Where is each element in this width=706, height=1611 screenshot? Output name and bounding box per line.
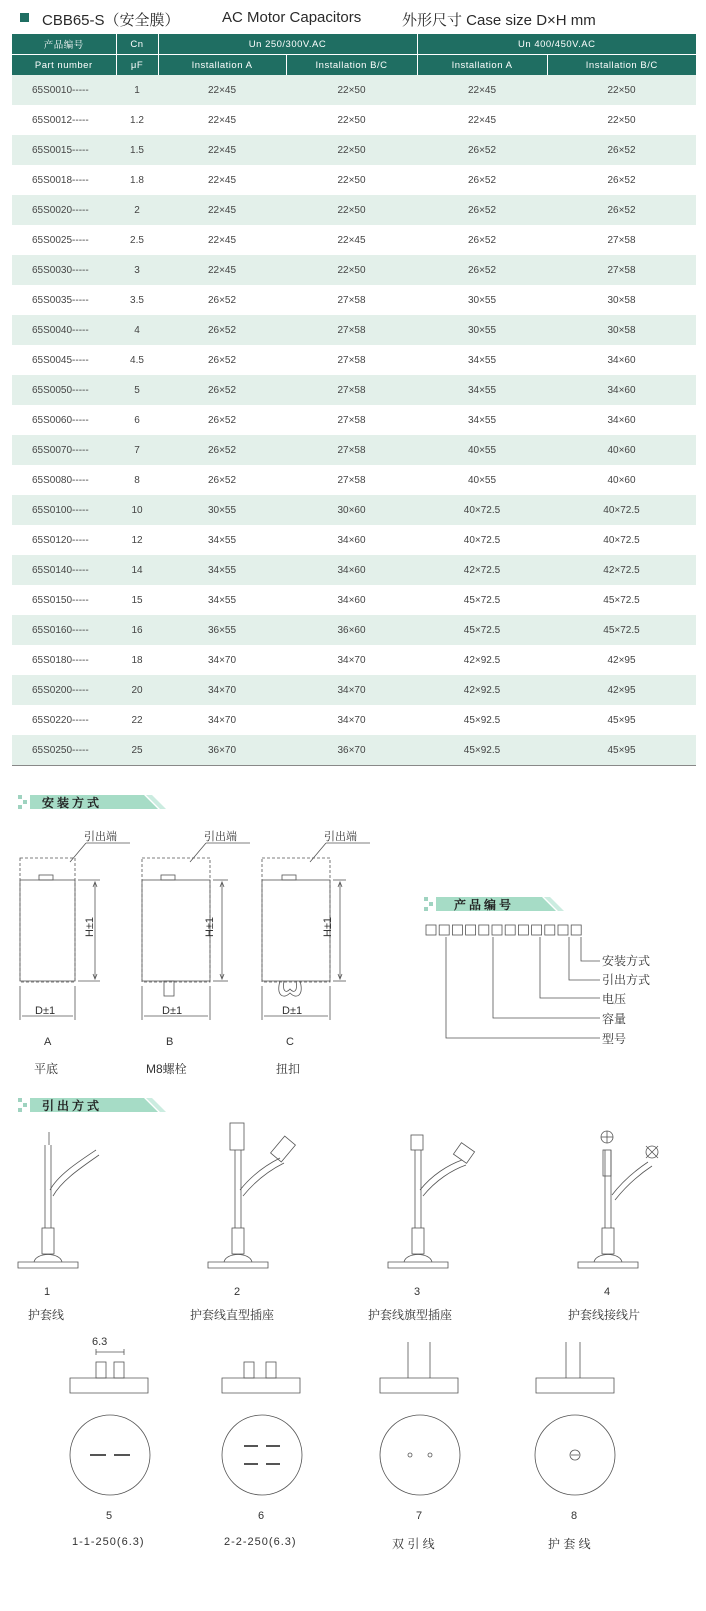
size-250v-a-cell: 34×70 bbox=[158, 645, 286, 675]
size-450v-bc-cell: 42×72.5 bbox=[547, 555, 696, 585]
height-label-b: H±1 bbox=[204, 916, 217, 938]
part-number-cell: 65S0040----- bbox=[12, 315, 116, 345]
part-number-cell: 65S0220----- bbox=[12, 705, 116, 735]
capacitance-cell: 4 bbox=[116, 315, 158, 345]
size-450v-bc-cell: 30×58 bbox=[547, 285, 696, 315]
size-250v-bc-cell: 22×50 bbox=[286, 165, 417, 195]
size-250v-bc-cell: 22×50 bbox=[286, 255, 417, 285]
size-250v-bc-cell: 22×50 bbox=[286, 75, 417, 105]
lead-dim-label: 6.3 bbox=[92, 1336, 108, 1348]
size-450v-bc-cell: 26×52 bbox=[547, 165, 696, 195]
header-cn: Cn bbox=[116, 34, 158, 55]
size-450v-a-cell: 40×55 bbox=[417, 435, 547, 465]
part-number-cell: 65S0035----- bbox=[12, 285, 116, 315]
size-250v-bc-cell: 22×50 bbox=[286, 105, 417, 135]
capacitance-cell: 1.8 bbox=[116, 165, 158, 195]
lead-7-num: 7 bbox=[416, 1510, 423, 1522]
size-450v-a-cell: 30×55 bbox=[417, 285, 547, 315]
size-250v-a-cell: 36×70 bbox=[158, 735, 286, 766]
section-install-title: 安装方式 bbox=[42, 796, 103, 810]
size-250v-bc-cell: 34×70 bbox=[286, 675, 417, 705]
capacitance-cell: 3 bbox=[116, 255, 158, 285]
size-250v-bc-cell: 27×58 bbox=[286, 375, 417, 405]
size-250v-a-cell: 22×45 bbox=[158, 225, 286, 255]
lead-label-c: 引出端 bbox=[324, 831, 357, 843]
part-number-cell: 65S0250----- bbox=[12, 735, 116, 766]
part-number-cell: 65S0180----- bbox=[12, 645, 116, 675]
code-legend-lead: 引出方式 bbox=[602, 973, 651, 987]
capacitance-cell: 1 bbox=[116, 75, 158, 105]
size-450v-bc-cell: 22×50 bbox=[547, 105, 696, 135]
capacitance-cell: 20 bbox=[116, 675, 158, 705]
size-450v-a-cell: 22×45 bbox=[417, 105, 547, 135]
size-250v-bc-cell: 22×50 bbox=[286, 135, 417, 165]
height-label-a: H±1 bbox=[84, 916, 97, 938]
size-450v-bc-cell: 45×95 bbox=[547, 705, 696, 735]
product-title: AC Motor Capacitors bbox=[222, 9, 362, 26]
size-250v-a-cell: 22×45 bbox=[158, 165, 286, 195]
capacitance-cell: 22 bbox=[116, 705, 158, 735]
size-250v-bc-cell: 30×60 bbox=[286, 495, 417, 525]
size-250v-bc-cell: 34×60 bbox=[286, 525, 417, 555]
size-450v-bc-cell: 27×58 bbox=[547, 225, 696, 255]
size-450v-bc-cell: 34×60 bbox=[547, 375, 696, 405]
case-size-title: 外形尺寸 Case size D×H mm bbox=[402, 12, 596, 29]
capacitance-cell: 2.5 bbox=[116, 225, 158, 255]
size-450v-a-cell: 26×52 bbox=[417, 165, 547, 195]
size-250v-a-cell: 22×45 bbox=[158, 75, 286, 105]
size-250v-a-cell: 34×70 bbox=[158, 705, 286, 735]
size-450v-bc-cell: 27×58 bbox=[547, 255, 696, 285]
size-450v-bc-cell: 42×95 bbox=[547, 645, 696, 675]
lead-3-num: 3 bbox=[414, 1286, 421, 1298]
code-legend-voltage: 电压 bbox=[602, 992, 627, 1006]
install-a-name: 平底 bbox=[34, 1062, 59, 1076]
size-450v-a-cell: 40×72.5 bbox=[417, 525, 547, 555]
size-450v-a-cell: 34×55 bbox=[417, 405, 547, 435]
capacitance-cell: 25 bbox=[116, 735, 158, 766]
header-part-en: Part number bbox=[12, 55, 116, 76]
install-b-letter: B bbox=[166, 1036, 174, 1048]
lead-label-b: 引出端 bbox=[204, 831, 237, 843]
size-450v-bc-cell: 34×60 bbox=[547, 345, 696, 375]
header-part-cn: 产品编号 bbox=[12, 34, 116, 55]
part-number-cell: 65S0045----- bbox=[12, 345, 116, 375]
size-450v-bc-cell: 45×72.5 bbox=[547, 585, 696, 615]
size-250v-a-cell: 34×55 bbox=[158, 585, 286, 615]
part-number-cell: 65S0100----- bbox=[12, 495, 116, 525]
capacitance-cell: 8 bbox=[116, 465, 158, 495]
size-450v-bc-cell: 26×52 bbox=[547, 195, 696, 225]
size-450v-a-cell: 26×52 bbox=[417, 225, 547, 255]
part-number-cell: 65S0025----- bbox=[12, 225, 116, 255]
section-leads-title: 引出方式 bbox=[42, 1099, 103, 1113]
part-number-cell: 65S0030----- bbox=[12, 255, 116, 285]
size-250v-bc-cell: 34×60 bbox=[286, 585, 417, 615]
size-250v-bc-cell: 34×70 bbox=[286, 705, 417, 735]
part-number-cell: 65S0160----- bbox=[12, 615, 116, 645]
part-number-cell: 65S0140----- bbox=[12, 555, 116, 585]
lead-5-name: 1-1-250(6.3) bbox=[72, 1536, 145, 1548]
size-450v-a-cell: 22×45 bbox=[417, 75, 547, 105]
size-450v-a-cell: 26×52 bbox=[417, 255, 547, 285]
lead-2-drawing bbox=[208, 1123, 295, 1268]
size-450v-bc-cell: 40×72.5 bbox=[547, 525, 696, 555]
header-inst-a-1: Installation A bbox=[158, 55, 286, 76]
lead-6-drawing bbox=[222, 1362, 302, 1495]
header-inst-bc-2: Installation B/C bbox=[547, 55, 696, 76]
size-450v-a-cell: 40×55 bbox=[417, 465, 547, 495]
code-legend-capacity: 容量 bbox=[602, 1012, 627, 1026]
part-number-cell: 65S0018----- bbox=[12, 165, 116, 195]
size-250v-bc-cell: 22×45 bbox=[286, 225, 417, 255]
size-450v-a-cell: 42×92.5 bbox=[417, 675, 547, 705]
size-250v-bc-cell: 22×50 bbox=[286, 195, 417, 225]
capacitance-cell: 6 bbox=[116, 405, 158, 435]
part-number-cell: 65S0015----- bbox=[12, 135, 116, 165]
header-group-250v: Un 250/300V.AC bbox=[158, 34, 417, 55]
size-250v-bc-cell: 27×58 bbox=[286, 465, 417, 495]
diameter-label-c: D±1 bbox=[282, 1005, 303, 1017]
install-b-name: M8螺栓 bbox=[146, 1062, 187, 1076]
size-250v-a-cell: 26×52 bbox=[158, 405, 286, 435]
part-number-cell: 65S0150----- bbox=[12, 585, 116, 615]
size-450v-bc-cell: 42×95 bbox=[547, 675, 696, 705]
size-250v-bc-cell: 34×70 bbox=[286, 645, 417, 675]
size-250v-a-cell: 26×52 bbox=[158, 285, 286, 315]
lead-8-drawing bbox=[535, 1342, 615, 1495]
size-450v-bc-cell: 40×60 bbox=[547, 435, 696, 465]
capacitance-cell: 3.5 bbox=[116, 285, 158, 315]
lead-5-drawing bbox=[70, 1349, 150, 1495]
lead-4-num: 4 bbox=[604, 1286, 611, 1298]
part-number-cell: 65S0050----- bbox=[12, 375, 116, 405]
header-inst-a-2: Installation A bbox=[417, 55, 547, 76]
size-450v-a-cell: 26×52 bbox=[417, 195, 547, 225]
size-250v-a-cell: 26×52 bbox=[158, 465, 286, 495]
lead-label-a: 引出端 bbox=[84, 831, 117, 843]
lead-1-drawing bbox=[18, 1132, 99, 1268]
size-450v-a-cell: 30×55 bbox=[417, 315, 547, 345]
capacitance-cell: 2 bbox=[116, 195, 158, 225]
height-label-c: H±1 bbox=[322, 916, 335, 938]
size-450v-a-cell: 45×72.5 bbox=[417, 585, 547, 615]
part-number-cell: 65S0080----- bbox=[12, 465, 116, 495]
size-250v-bc-cell: 27×58 bbox=[286, 315, 417, 345]
lead-6-name: 2-2-250(6.3) bbox=[224, 1536, 297, 1548]
size-450v-bc-cell: 45×95 bbox=[547, 735, 696, 766]
size-250v-a-cell: 26×52 bbox=[158, 315, 286, 345]
code-legend-install: 安装方式 bbox=[602, 954, 651, 968]
capacitance-cell: 16 bbox=[116, 615, 158, 645]
part-number-cell: 65S0060----- bbox=[12, 405, 116, 435]
size-450v-a-cell: 45×72.5 bbox=[417, 615, 547, 645]
lead-1-name: 护套线 bbox=[28, 1308, 65, 1322]
size-450v-bc-cell: 26×52 bbox=[547, 135, 696, 165]
section-code-title: 产品编号 bbox=[454, 898, 515, 912]
capacitance-cell: 15 bbox=[116, 585, 158, 615]
lead-7-drawing bbox=[380, 1342, 460, 1495]
size-450v-bc-cell: 45×72.5 bbox=[547, 615, 696, 645]
size-450v-a-cell: 42×92.5 bbox=[417, 645, 547, 675]
capacitance-cell: 1.2 bbox=[116, 105, 158, 135]
diameter-label-a: D±1 bbox=[35, 1005, 56, 1017]
lead-1-num: 1 bbox=[44, 1286, 51, 1298]
capacitance-cell: 18 bbox=[116, 645, 158, 675]
install-c-letter: C bbox=[286, 1036, 294, 1048]
size-250v-bc-cell: 27×58 bbox=[286, 435, 417, 465]
size-450v-bc-cell: 40×60 bbox=[547, 465, 696, 495]
capacitance-cell: 10 bbox=[116, 495, 158, 525]
size-450v-bc-cell: 22×50 bbox=[547, 75, 696, 105]
lead-3-name: 护套线旗型插座 bbox=[368, 1308, 453, 1322]
capacitance-cell: 14 bbox=[116, 555, 158, 585]
diameter-label-b: D±1 bbox=[162, 1005, 183, 1017]
lead-2-num: 2 bbox=[234, 1286, 241, 1298]
lead-2-name: 护套线直型插座 bbox=[190, 1308, 275, 1322]
part-number-cell: 65S0070----- bbox=[12, 435, 116, 465]
size-250v-a-cell: 26×52 bbox=[158, 435, 286, 465]
size-250v-bc-cell: 27×58 bbox=[286, 285, 417, 315]
header-group-450v: Un 400/450V.AC bbox=[417, 34, 696, 55]
capacitance-cell: 4.5 bbox=[116, 345, 158, 375]
size-450v-a-cell: 26×52 bbox=[417, 135, 547, 165]
size-250v-a-cell: 22×45 bbox=[158, 255, 286, 285]
part-number-cell: 65S0120----- bbox=[12, 525, 116, 555]
size-250v-a-cell: 22×45 bbox=[158, 135, 286, 165]
lead-4-name: 护套线接线片 bbox=[568, 1308, 641, 1322]
install-a-letter: A bbox=[44, 1036, 52, 1048]
size-450v-a-cell: 42×72.5 bbox=[417, 555, 547, 585]
size-450v-a-cell: 34×55 bbox=[417, 375, 547, 405]
lead-8-name: 护 套 线 bbox=[548, 1537, 591, 1551]
install-c-name: 扭扣 bbox=[276, 1062, 301, 1076]
header-cn-unit: μF bbox=[116, 55, 158, 76]
size-450v-a-cell: 34×55 bbox=[417, 345, 547, 375]
lead-3-drawing bbox=[388, 1135, 475, 1268]
size-250v-a-cell: 22×45 bbox=[158, 195, 286, 225]
part-number-cell: 65S0010----- bbox=[12, 75, 116, 105]
size-450v-a-cell: 45×92.5 bbox=[417, 705, 547, 735]
lead-7-name: 双 引 线 bbox=[392, 1537, 435, 1551]
size-250v-a-cell: 34×55 bbox=[158, 555, 286, 585]
size-250v-bc-cell: 36×60 bbox=[286, 615, 417, 645]
part-number-cell: 65S0020----- bbox=[12, 195, 116, 225]
capacitance-cell: 12 bbox=[116, 525, 158, 555]
size-250v-a-cell: 26×52 bbox=[158, 375, 286, 405]
capacitance-cell: 5 bbox=[116, 375, 158, 405]
size-250v-bc-cell: 36×70 bbox=[286, 735, 417, 766]
header-inst-bc-1: Installation B/C bbox=[286, 55, 417, 76]
size-450v-a-cell: 40×72.5 bbox=[417, 495, 547, 525]
size-250v-a-cell: 30×55 bbox=[158, 495, 286, 525]
size-250v-bc-cell: 34×60 bbox=[286, 555, 417, 585]
size-250v-a-cell: 34×70 bbox=[158, 675, 286, 705]
size-450v-bc-cell: 34×60 bbox=[547, 405, 696, 435]
part-number-cell: 65S0200----- bbox=[12, 675, 116, 705]
size-250v-a-cell: 26×52 bbox=[158, 345, 286, 375]
series-title: CBB65-S（安全膜） bbox=[42, 12, 180, 29]
capacitance-cell: 7 bbox=[116, 435, 158, 465]
lead-8-num: 8 bbox=[571, 1510, 578, 1522]
part-number-cell: 65S0012----- bbox=[12, 105, 116, 135]
size-250v-a-cell: 22×45 bbox=[158, 105, 286, 135]
capacitance-cell: 1.5 bbox=[116, 135, 158, 165]
size-250v-a-cell: 34×55 bbox=[158, 525, 286, 555]
code-legend-model: 型号 bbox=[602, 1032, 627, 1046]
size-250v-a-cell: 36×55 bbox=[158, 615, 286, 645]
lead-4-drawing bbox=[578, 1131, 658, 1268]
lead-5-num: 5 bbox=[106, 1510, 113, 1522]
size-250v-bc-cell: 27×58 bbox=[286, 345, 417, 375]
size-250v-bc-cell: 27×58 bbox=[286, 405, 417, 435]
lead-6-num: 6 bbox=[258, 1510, 265, 1522]
size-450v-bc-cell: 30×58 bbox=[547, 315, 696, 345]
size-450v-a-cell: 45×92.5 bbox=[417, 735, 547, 766]
size-450v-bc-cell: 40×72.5 bbox=[547, 495, 696, 525]
